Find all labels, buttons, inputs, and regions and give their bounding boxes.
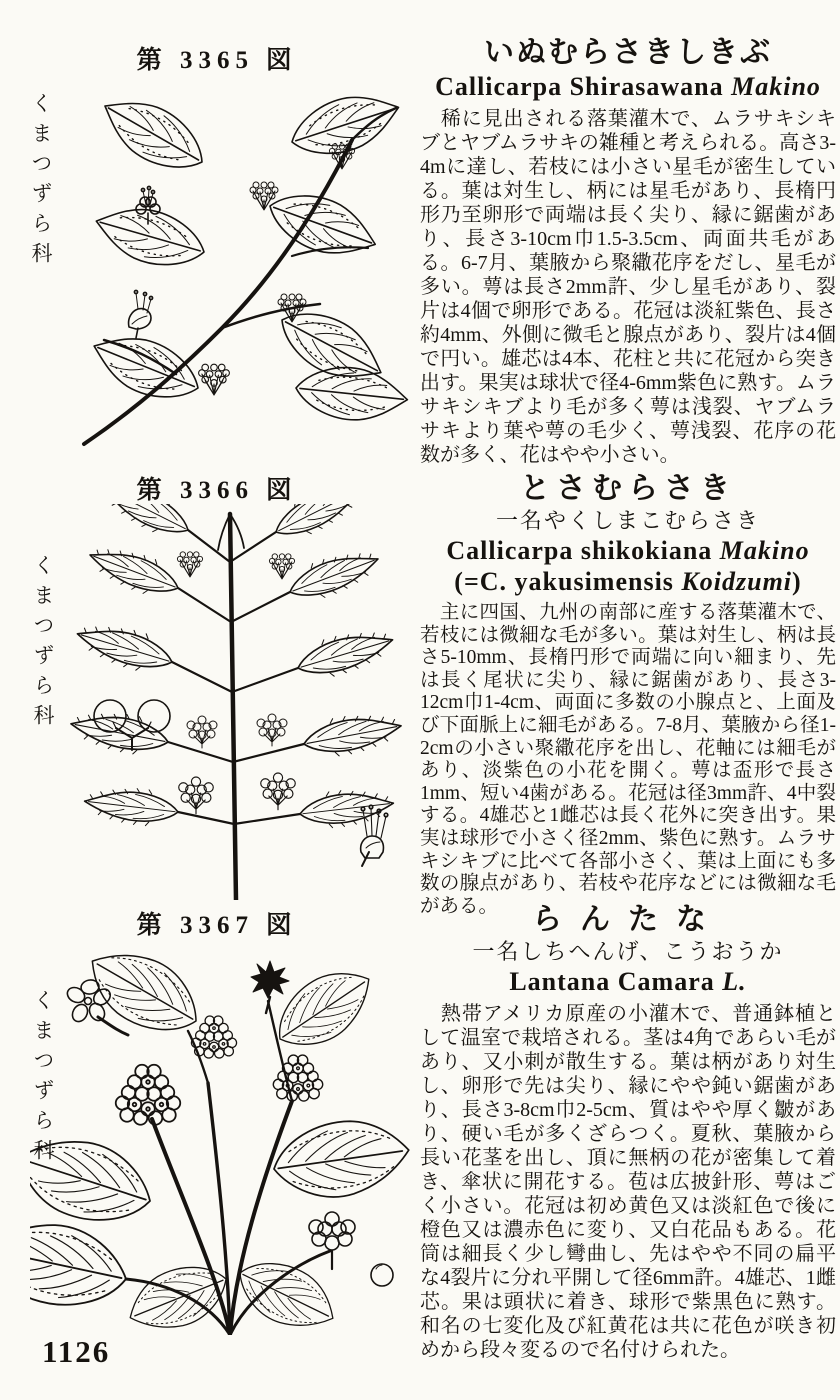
entry-title: らんたな: [532, 903, 724, 936]
entry-description: 熱帯アメリカ原産の小灌木で、普通鉢植として温室で栽培される。茎は4角であらい毛があり、又小刺が散生する。葉は柄があり対生し、卵形で先は尖り、縁にやや鈍い鋸歯があり、長さ3-8cm巾2-5cm、質はやや厚く皺があり、硬い毛が多くざらつく。夏秋、葉腋から長い花茎を出し、頂に無柄の花が密集して着き、傘状に開花する。苞は広披針形、萼はごく小さい。花冠は初め黄色又は淡紅色で後に橙色又は濃赤色に変り、又白花品もある。花筒は細長く少し彎曲し、先はやや不同の扁平な4裂片に分れ平開して径6mm許。4雄芯、1雌芯。果は頭状に着き、球形で紫黒色に熟す。和名の七変化及び紅黄花は共に花色が咲き初めから段々変るので名付けられた。: [420, 1003, 836, 1361]
latin-name: [420, 968, 836, 996]
figure-caption: 第 3366 図: [136, 477, 298, 504]
latin-roman: Lantana Camara: [509, 967, 723, 996]
lantana-camara-illustration: [30, 943, 415, 1335]
entry-title: いぬむらさきしきぶ: [484, 36, 772, 69]
entry-alt-name: 一名しちへんげ、こうおうか: [472, 939, 784, 964]
latin-author: Makino: [719, 536, 810, 565]
entry-inumurasakishikibu: [0, 30, 840, 470]
entry-lantana: [0, 903, 840, 1368]
entry-alt-name: 一名やくしまこむらさき: [495, 508, 760, 533]
figure-caption: 第 3367 図: [136, 912, 298, 939]
latin-name: [420, 73, 836, 101]
entry-text-column: [420, 903, 836, 1362]
entry-title: とさむらさき: [520, 472, 736, 505]
family-name-vertical: くまつずら科: [31, 989, 55, 1169]
latin-synonym-close: ): [792, 567, 802, 596]
entry-text-column: [420, 472, 836, 918]
latin-author: L.: [722, 967, 747, 996]
figure-caption: 第 3365 図: [136, 47, 298, 74]
latin-synonym-roman: (=C. yakusimensis: [454, 567, 682, 596]
entry-text-column: [420, 36, 836, 467]
entry-description: 稀に見出される落葉灌木で、ムラサキシキブとヤブムラサキの雑種と考えられる。高さ3-4mに達し、若枝には小さい星毛が密生している。葉は対生し、柄には星毛があり、長楕円形乃至卵形で両端は長く尖り、縁に鋸歯があり、長さ3-10cm巾1.5-3.5cm、両面共毛がある。6-7月、葉腋から聚繖花序をだし、星毛が多い。萼は長さ2mm許、少し星毛があり、裂片は4個で卵形である。花冠は淡紅紫色、長さ約4mm、外側に微毛と腺点があり、裂片は4個で円い。雄芯は4本、花柱と共に花冠から突き出す。果実は球状で径4-6mm紫色に熟す。ムラサキシキブより毛が多く萼は浅裂、ヤブムラサキより葉や萼の毛少く、萼浅裂、花序の花数が多く、花はやや小さい。: [420, 108, 836, 466]
page-number: 1126: [42, 1334, 111, 1369]
latin-synonym-author: Koidzumi: [681, 567, 793, 596]
latin-roman: Callicarpa Shirasawana: [435, 72, 732, 101]
entry-description: 主に四国、九州の南部に産する落葉灌木で、若枝には微細な毛が多い。葉は対生し、柄は長さ5-10mm、長楕円形で両端に向い細まり、先は長く尾状に尖り、縁に鋸歯があり、長さ3-12cm巾1-4cm、両面に多数の小腺点と、上面及び下面脈上に細毛がある。7-8月、葉腋から径1-2cmの小さい聚繖花序を出し、花軸には細毛があり、淡紫色の小花を開く。萼は盃形で長さ1mm、短い4歯がある。花冠は径3mm許、4中裂する。4雄芯と1雌芯は長く花外に突き出す。果実は球形で小さく径2mm、紫色に熟す。ムラサキシキブに比べて各部小さく、葉は上面にも多数の腺点があり、若枝や花序などには微細な毛がある。: [420, 602, 836, 917]
latin-author: Makino: [731, 72, 821, 101]
latin-roman: Callicarpa shikokiana: [446, 536, 720, 565]
callicarpa-shikokiana-illustration: [40, 504, 415, 900]
entry-tosamurasaki: [0, 470, 840, 917]
family-name-vertical: くまつずら科: [29, 92, 53, 272]
callicarpa-shirasawana-illustration: [56, 88, 414, 466]
latin-synonym: [420, 568, 836, 596]
family-name-vertical: くまつずら科: [31, 554, 55, 734]
latin-name: [420, 537, 836, 565]
